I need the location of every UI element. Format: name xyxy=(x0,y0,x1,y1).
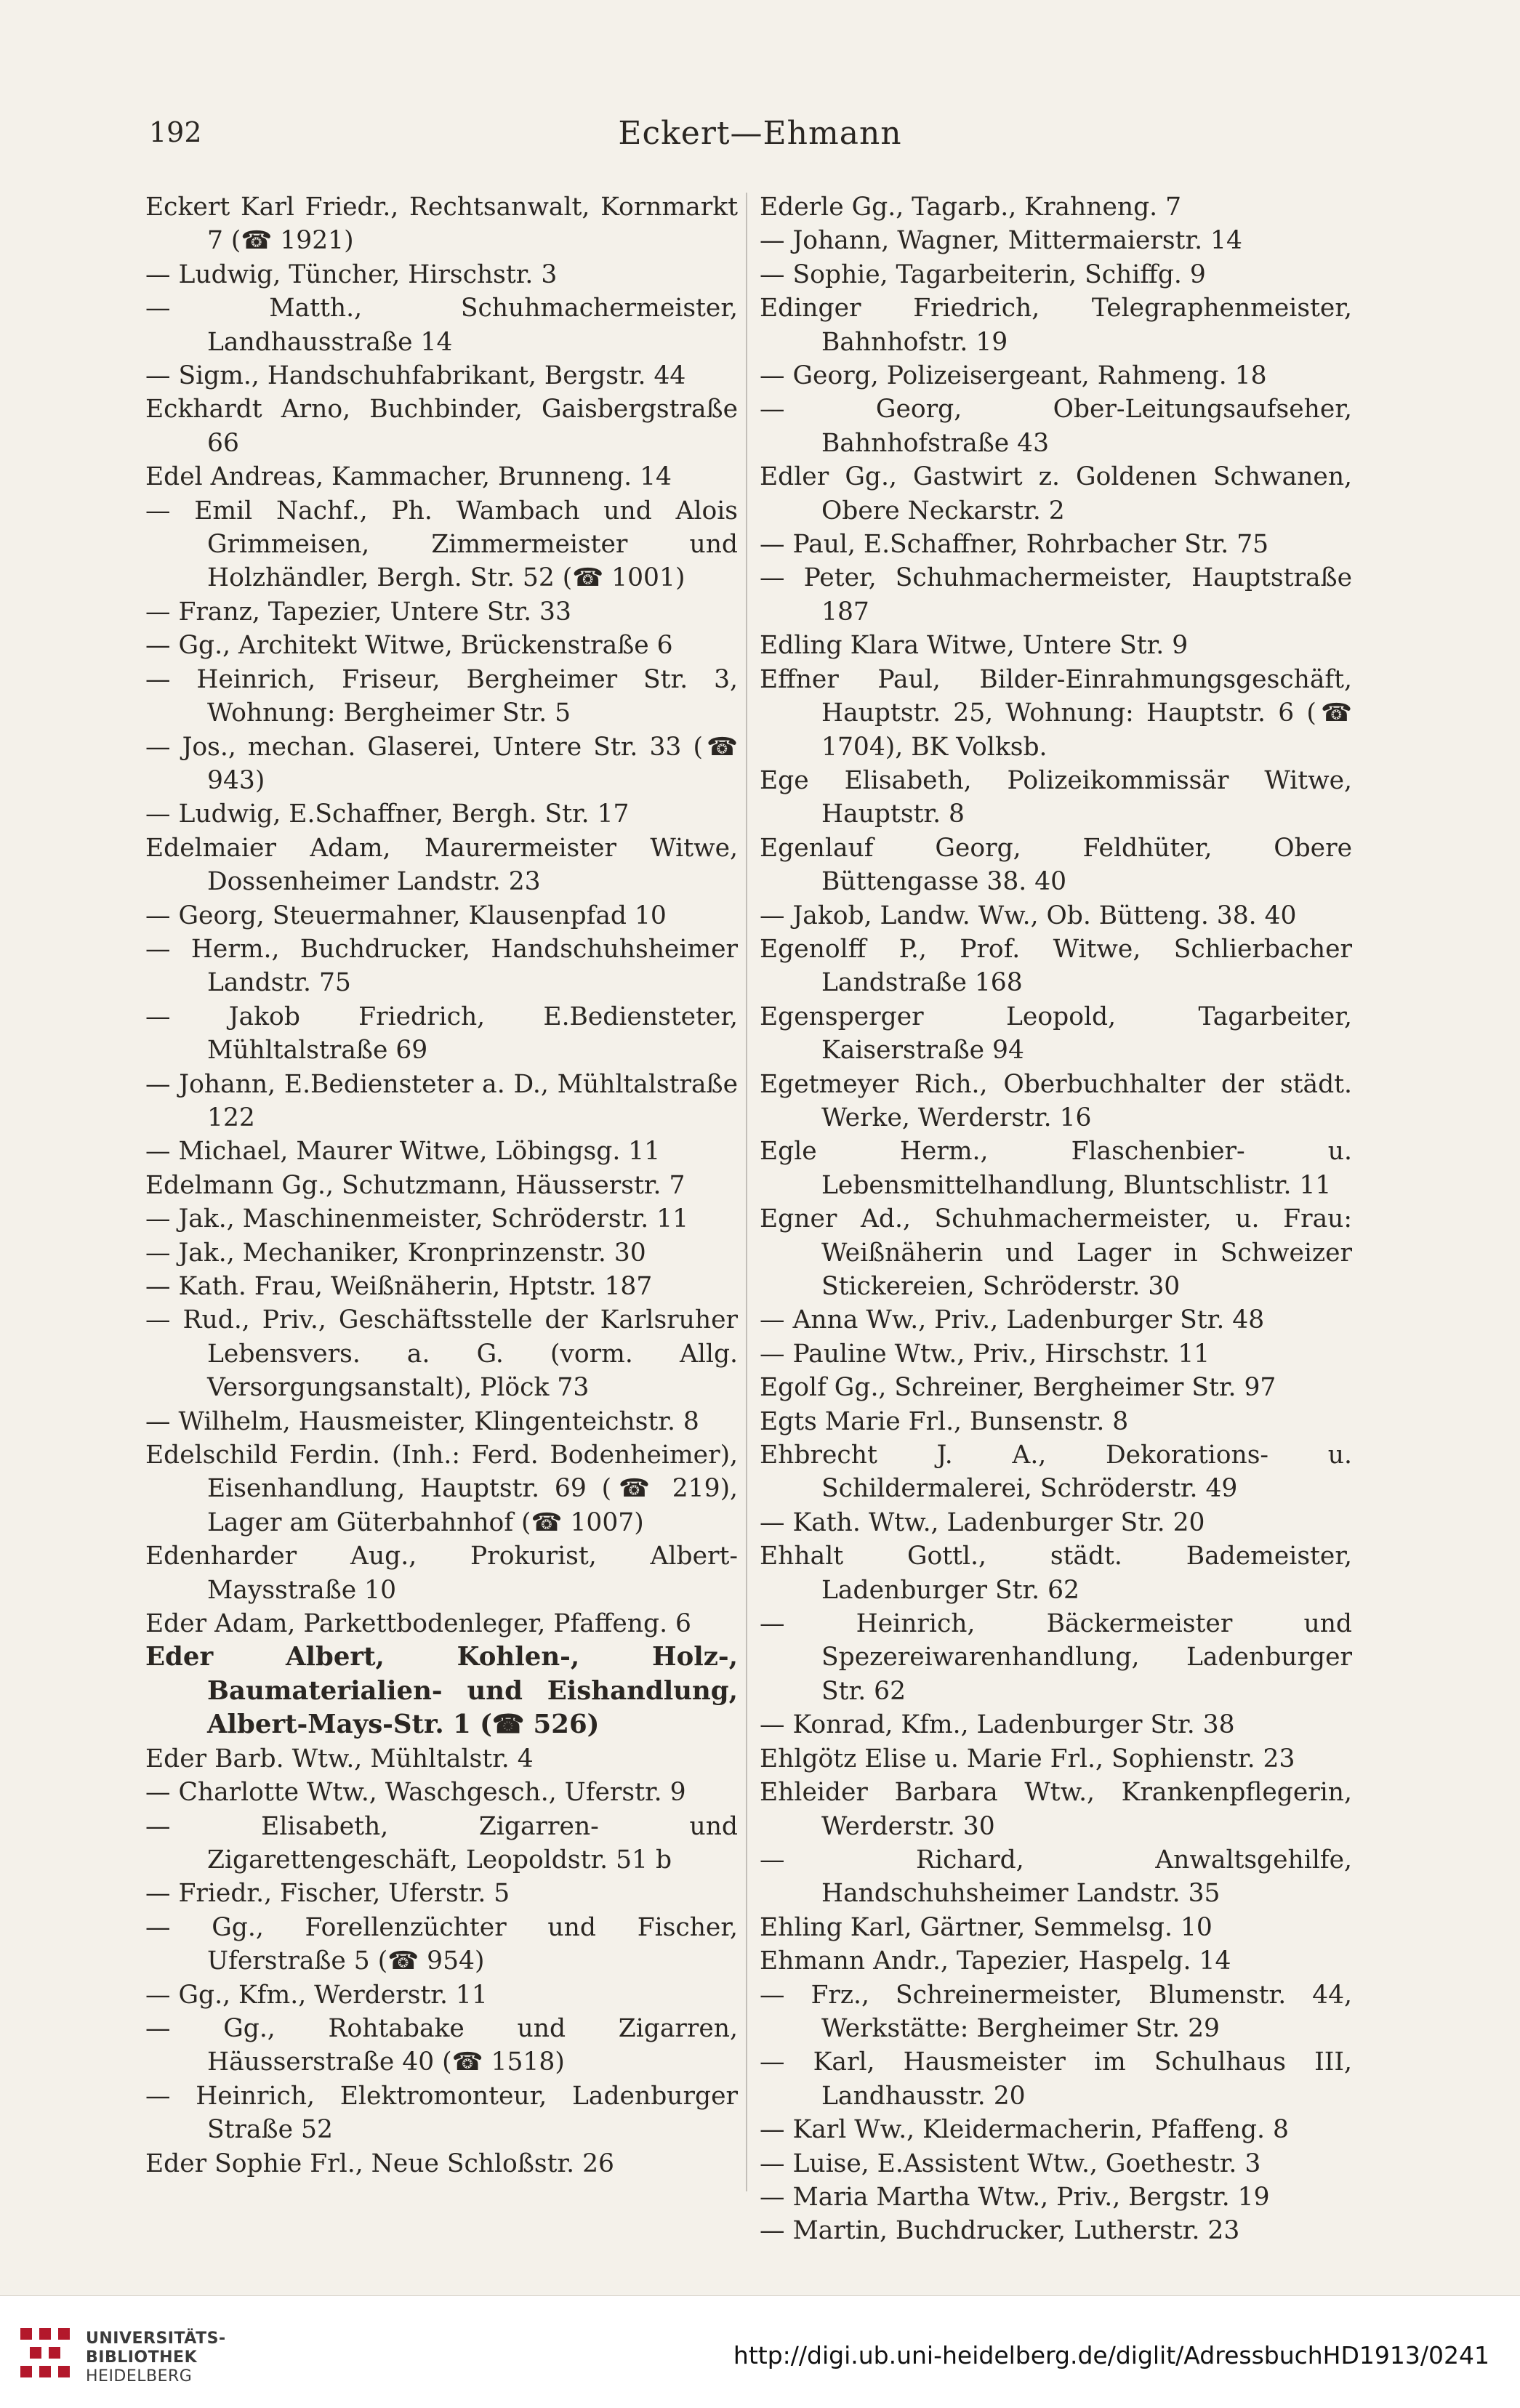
directory-entry: Egolf Gg., Schreiner, Bergheimer Str. 97 xyxy=(760,1373,1276,1403)
directory-entry: Ehling Karl, Gärtner, Semmelsg. 10 xyxy=(760,1912,1213,1942)
directory-entry: Egenolff P., Prof. Witwe, Schlierbacher Landstraße 168 xyxy=(760,934,1352,998)
directory-entry: — Pauline Wtw., Priv., Hirschstr. 11 xyxy=(760,1339,1210,1369)
directory-entry: — Kath. Wtw., Ladenburger Str. 20 xyxy=(760,1507,1205,1537)
directory-entry: Eder Albert, Kohlen-, Holz-, Baumaterialien- und Eishandlung, Albert-Mays-Str. 1 (☎ 526) xyxy=(145,1642,738,1740)
running-head: Eckert—Ehmann xyxy=(618,115,902,152)
directory-entry: — Sigm., Handschuhfabrikant, Bergstr. 44 xyxy=(145,361,686,391)
directory-entry: — Jak., Mechaniker, Kronprinzenstr. 30 xyxy=(145,1238,646,1268)
page-number: 192 xyxy=(149,116,202,148)
directory-entry: Ederle Gg., Tagarb., Krahneng. 7 xyxy=(760,193,1182,222)
column-left xyxy=(145,190,738,2181)
library-name-line: BIBLIOTHEK xyxy=(86,2348,198,2367)
directory-entry: — Frz., Schreinermeister, Blumenstr. 44, Werkstätte: Bergheimer Str. 29 xyxy=(760,1980,1352,2043)
directory-entry: — Heinrich, Elektromonteur, Ladenburger Straße 52 xyxy=(145,2081,738,2145)
directory-entry: — Maria Martha Wtw., Priv., Bergstr. 19 xyxy=(760,2182,1270,2212)
directory-entry: Edinger Friedrich, Telegraphenmeister, Bahnhofstr. 19 xyxy=(760,294,1352,357)
directory-entry: — Gg., Architekt Witwe, Brückenstraße 6 xyxy=(145,631,673,661)
directory-entry: — Jakob, Landw. Ww., Ob. Bütteng. 38. 40 xyxy=(760,901,1297,930)
directory-entry: — Emil Nachf., Ph. Wambach und Alois Grimmeisen, Zimmermeister und Holzhändler, Bergh. Str. 52 (☎ 1001) xyxy=(145,496,738,593)
directory-entry: Edelschild Ferdin. (Inh.: Ferd. Bodenheimer), Eisenhandlung, Hauptstr. 69 (☎ 219), Lager am Güterbahnhof (☎ 1007) xyxy=(145,1441,738,1537)
directory-entry: — Wilhelm, Hausmeister, Klingenteichstr. 8 xyxy=(145,1406,699,1436)
column-divider xyxy=(746,193,747,2191)
directory-entry: — Heinrich, Friseur, Bergheimer Str. 3, Wohnung: Bergheimer Str. 5 xyxy=(145,664,738,728)
directory-entry: Edenharder Aug., Prokurist, Albert-Maysstraße 10 xyxy=(145,1542,738,1605)
directory-entry: Egetmeyer Rich., Oberbuchhalter der städt. Werke, Werderstr. 16 xyxy=(760,1069,1352,1132)
directory-entry: Egensperger Leopold, Tagarbeiter, Kaiserstraße 94 xyxy=(760,1002,1352,1066)
directory-entry: — Elisabeth, Zigarren- und Zigarettengeschäft, Leopoldstr. 51 b xyxy=(145,1811,738,1875)
column-right xyxy=(760,190,1352,2248)
footer-bar xyxy=(0,2295,1520,2408)
directory-entry: — Karl Ww., Kleidermacherin, Pfaffeng. 8 xyxy=(760,2115,1289,2145)
directory-entry: — Kath. Frau, Weißnäherin, Hptstr. 187 xyxy=(145,1272,653,1301)
directory-entry: — Gg., Rohtabake und Zigarren, Häusserstraße 40 (☎ 1518) xyxy=(145,2013,738,2077)
directory-entry: — Gg., Kfm., Werderstr. 11 xyxy=(145,1980,488,2010)
directory-entry: — Gg., Forellenzüchter und Fischer, Uferstraße 5 (☎ 954) xyxy=(145,1912,738,1976)
directory-entry: — Martin, Buchdrucker, Lutherstr. 23 xyxy=(760,2216,1240,2246)
directory-entry: — Jos., mechan. Glaserei, Untere Str. 33 (☎ 943) xyxy=(145,732,738,795)
directory-entry: — Georg, Ober-Leitungsaufseher, Bahnhofstraße 43 xyxy=(760,395,1352,458)
directory-entry: — Sophie, Tagarbeiterin, Schiffg. 9 xyxy=(760,259,1206,289)
directory-entry: — Paul, E.Schaffner, Rohrbacher Str. 75 xyxy=(760,530,1269,560)
directory-entry: Eder Barb. Wtw., Mühltalstr. 4 xyxy=(145,1744,534,1773)
directory-entry: — Ludwig, E.Schaffner, Bergh. Str. 17 xyxy=(145,800,630,829)
directory-entry: Edling Klara Witwe, Untere Str. 9 xyxy=(760,631,1189,661)
source-url-link[interactable]: http://digi.ub.uni-heidelberg.de/diglit/AdressbuchHD1913/0241 xyxy=(733,2341,1489,2369)
directory-entry: Eder Adam, Parkettbodenleger, Pfaffeng. 6 xyxy=(145,1609,691,1639)
directory-entry: — Jak., Maschinenmeister, Schröderstr. 11 xyxy=(145,1204,689,1234)
directory-entry: Ege Elisabeth, Polizeikommissär Witwe, Hauptstr. 8 xyxy=(760,765,1352,829)
directory-entry: — Karl, Hausmeister im Schulhaus III, Landhausstr. 20 xyxy=(760,2047,1352,2111)
directory-entry: — Georg, Polizeisergeant, Rahmeng. 18 xyxy=(760,361,1267,391)
directory-entry: — Friedr., Fischer, Uferstr. 5 xyxy=(145,1879,510,1909)
directory-entry: — Peter, Schuhmachermeister, Hauptstraße 187 xyxy=(760,563,1352,627)
directory-entry: — Matth., Schuhmachermeister, Landhausstraße 14 xyxy=(145,294,738,357)
directory-entry: — Richard, Anwaltsgehilfe, Handschuhsheimer Landstr. 35 xyxy=(760,1845,1352,1909)
directory-entry: Eckhardt Arno, Buchbinder, Gaisbergstraße 66 xyxy=(145,395,738,458)
directory-entry: Egenlauf Georg, Feldhüter, Obere Büttengasse 38. 40 xyxy=(760,833,1352,897)
directory-entry: — Heinrich, Bäckermeister und Spezereiwarenhandlung, Ladenburger Str. 62 xyxy=(760,1609,1352,1706)
directory-entry: — Anna Ww., Priv., Ladenburger Str. 48 xyxy=(760,1305,1265,1335)
directory-entry: Eckert Karl Friedr., Rechtsanwalt, Kornmarkt 7 (☎ 1921) xyxy=(145,193,738,256)
directory-entry: — Ludwig, Tüncher, Hirschstr. 3 xyxy=(145,259,558,289)
directory-entry: — Herm., Buchdrucker, Handschuhsheimer Landstr. 75 xyxy=(145,934,738,998)
library-name-line: UNIVERSITÄTS- xyxy=(86,2330,226,2348)
directory-entry: Eder Sophie Frl., Neue Schloßstr. 26 xyxy=(145,2149,614,2178)
library-name xyxy=(86,2330,226,2386)
library-name-line: HEIDELBERG xyxy=(86,2367,193,2385)
directory-entry: — Johann, E.Bediensteter a. D., Mühltalstraße 122 xyxy=(145,1069,738,1132)
directory-entry: Effner Paul, Bilder-Einrahmungsgeschäft, Hauptstr. 25, Wohnung: Hauptstr. 6 (☎ 1704), BK Volksb. xyxy=(760,664,1352,762)
directory-entry: — Jakob Friedrich, E.Bediensteter, Mühltalstraße 69 xyxy=(145,1002,738,1066)
directory-entry: — Luise, E.Assistent Wtw., Goethestr. 3 xyxy=(760,2149,1261,2178)
directory-entry: Edel Andreas, Kammacher, Brunneng. 14 xyxy=(145,462,672,492)
directory-entry: Egner Ad., Schuhmachermeister, u. Frau: Weißnäherin und Lager in Schweizer Stickereien, Schröderstr. 30 xyxy=(760,1204,1352,1301)
directory-entry: — Georg, Steuermahner, Klausenpfad 10 xyxy=(145,901,667,930)
directory-entry: Egts Marie Frl., Bunsenstr. 8 xyxy=(760,1406,1129,1436)
directory-entry: — Konrad, Kfm., Ladenburger Str. 38 xyxy=(760,1710,1235,1740)
university-library-logo-icon xyxy=(16,2324,74,2382)
directory-entry: — Michael, Maurer Witwe, Löbingsg. 11 xyxy=(145,1137,661,1167)
directory-entry: Ehbrecht J. A., Dekorations- u. Schildermalerei, Schröderstr. 49 xyxy=(760,1441,1352,1504)
directory-entry: Edler Gg., Gastwirt z. Goldenen Schwanen, Obere Neckarstr. 2 xyxy=(760,462,1352,526)
directory-entry: Egle Herm., Flaschenbier- u. Lebensmittelhandlung, Bluntschlistr. 11 xyxy=(760,1137,1352,1200)
directory-entry: Edelmaier Adam, Maurermeister Witwe, Dossenheimer Landstr. 23 xyxy=(145,833,738,897)
directory-entry: — Franz, Tapezier, Untere Str. 33 xyxy=(145,597,571,627)
directory-entry: Ehleider Barbara Wtw., Krankenpflegerin, Werderstr. 30 xyxy=(760,1778,1352,1841)
directory-entry: Ehlgötz Elise u. Marie Frl., Sophienstr. 23 xyxy=(760,1744,1295,1773)
directory-entry: Ehhalt Gottl., städt. Bademeister, Ladenburger Str. 62 xyxy=(760,1542,1352,1605)
directory-entry: — Charlotte Wtw., Waschgesch., Uferstr. 9 xyxy=(145,1778,686,1808)
directory-entry: Ehmann Andr., Tapezier, Haspelg. 14 xyxy=(760,1946,1231,1976)
directory-entry: — Rud., Priv., Geschäftsstelle der Karlsruher Lebensvers. a. G. (vorm. Allg. Versorgungsanstalt), Plöck 73 xyxy=(145,1305,738,1403)
directory-entry: — Johann, Wagner, Mittermaierstr. 14 xyxy=(760,226,1242,256)
directory-entry: Edelmann Gg., Schutzmann, Häusserstr. 7 xyxy=(145,1170,685,1200)
